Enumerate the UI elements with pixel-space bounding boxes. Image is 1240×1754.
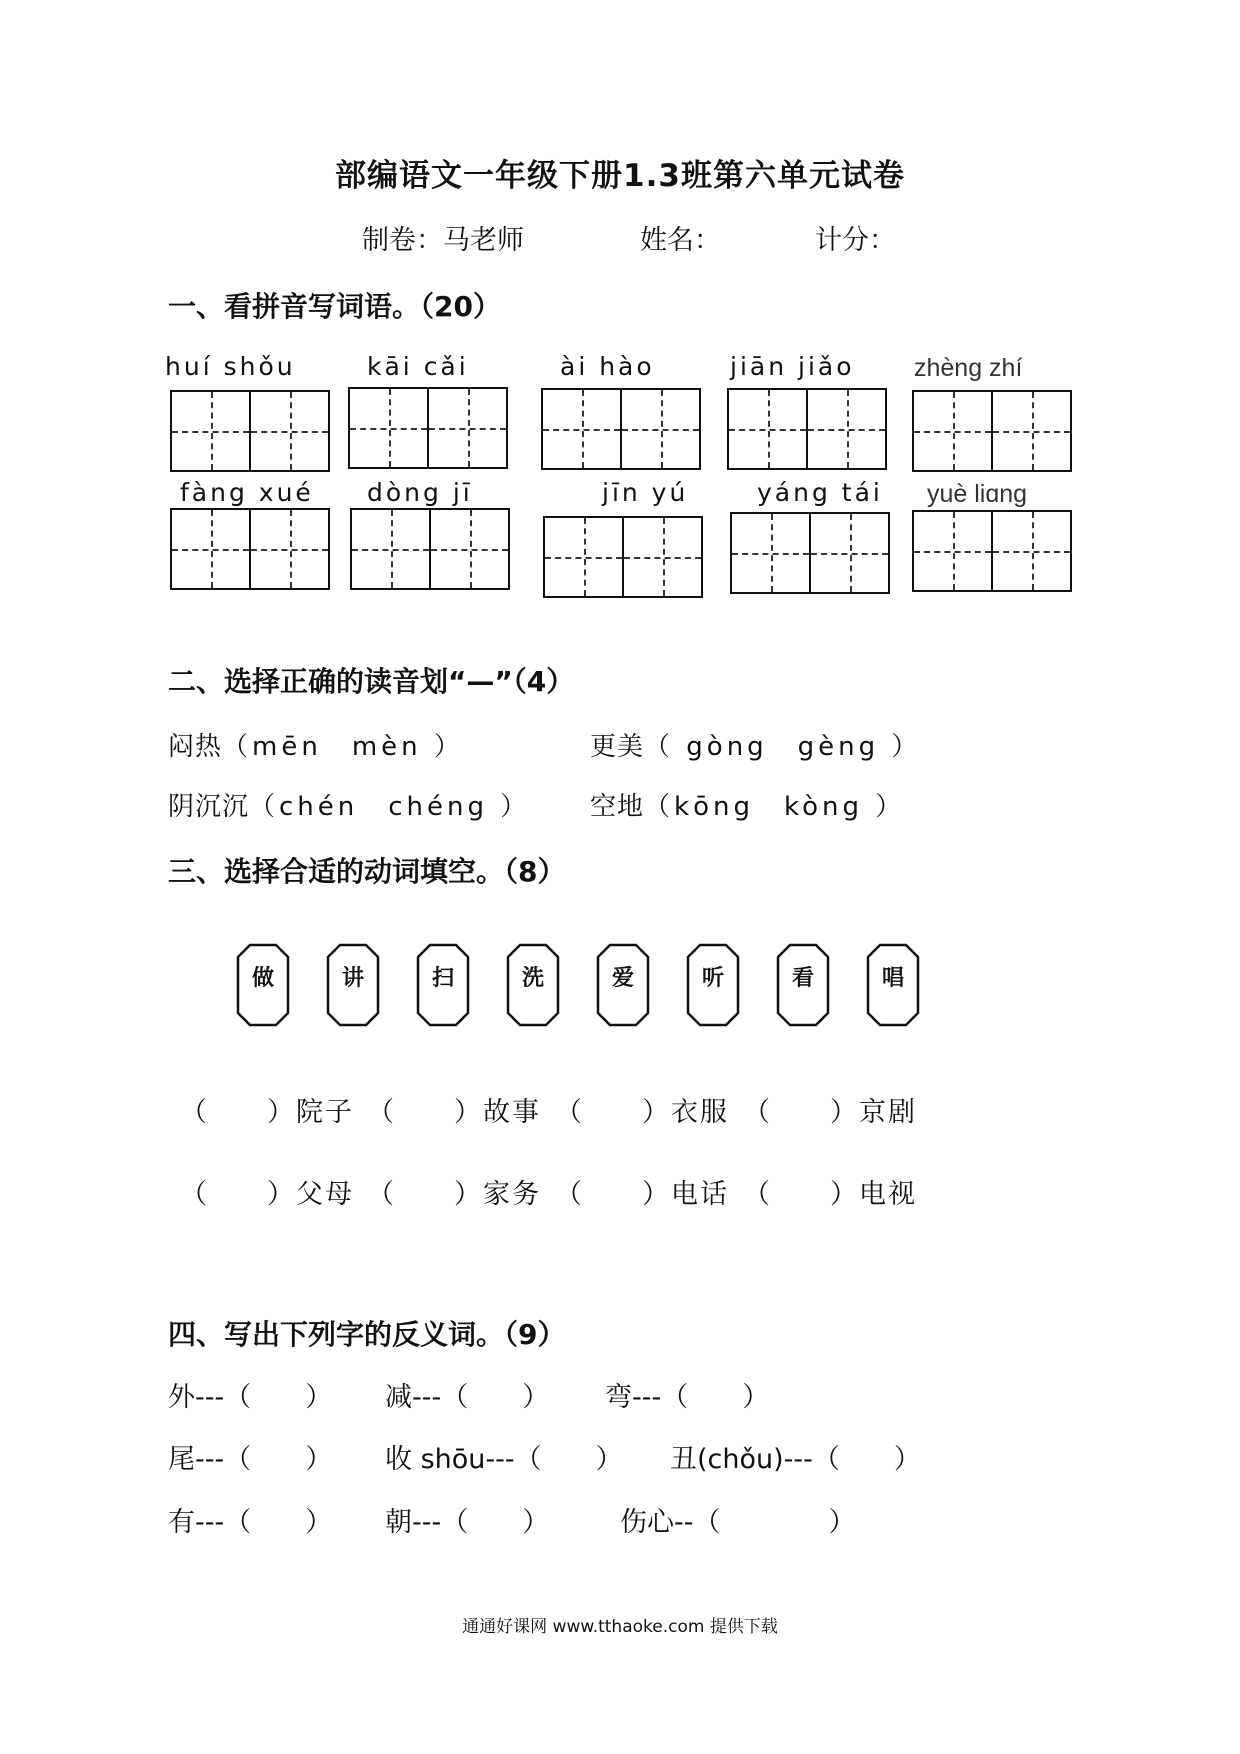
antonym-item[interactable]: 收 shōu---（ ） [385, 1444, 623, 1475]
choice-options[interactable]: （mēn mèn ） [222, 732, 464, 762]
section1-heading: 一、看拼音写词语。（20） [168, 290, 501, 323]
verb-label: 听 [701, 966, 724, 991]
verb-option[interactable] [686, 943, 740, 1027]
antonym-item[interactable]: 外---（ ） [168, 1382, 333, 1413]
section3-heading: 三、选择合适的动词填空。（8） [168, 855, 566, 888]
fill-blank[interactable]: （ ）院子 [180, 1097, 354, 1128]
pinyin-label: ài hào [560, 352, 655, 381]
reading-choice [590, 726, 921, 763]
writing-grid[interactable] [912, 510, 1072, 592]
verb-option[interactable] [776, 943, 830, 1027]
antonym-item[interactable]: 有---（ ） [168, 1507, 333, 1538]
writing-grid[interactable] [348, 387, 508, 469]
pinyin-label: fàng xué [180, 478, 314, 507]
pinyin-label: jīn yú [602, 478, 689, 507]
section2-heading: 二、选择正确的读音划“—”（4） [168, 665, 575, 698]
verb-label: 唱 [881, 966, 904, 991]
verb-label: 做 [251, 966, 274, 991]
verb-option[interactable] [596, 943, 650, 1027]
pinyin-label: zhèng zhí [914, 354, 1023, 382]
writing-grid[interactable] [350, 508, 510, 590]
fill-blank[interactable]: （ ）电话 [555, 1179, 729, 1210]
choice-options[interactable]: （chén chéng ） [249, 792, 531, 822]
pinyin-label: jiān jiǎo [730, 352, 855, 381]
choice-options[interactable]: （ gòng gèng ） [644, 732, 922, 762]
pinyin-label: yáng tái [757, 478, 883, 507]
choice-word: 空地 [590, 792, 645, 822]
reading-choice [168, 786, 530, 823]
choice-word: 更美 [590, 732, 645, 762]
verb-option[interactable] [416, 943, 470, 1027]
choice-word: 闷热 [168, 732, 223, 762]
verb-option[interactable] [866, 943, 920, 1027]
fill-blank[interactable]: （ ）电视 [743, 1179, 917, 1210]
choice-word: 阴沉沉 [168, 792, 250, 822]
antonym-item[interactable]: 伤心--（ ） [620, 1507, 856, 1538]
fill-blank[interactable]: （ ）京剧 [743, 1097, 917, 1128]
pinyin-label: huí shǒu [165, 352, 296, 381]
verb-label: 讲 [341, 966, 364, 991]
writing-grid[interactable] [170, 390, 330, 472]
pinyin-label: yuè liɑng [927, 480, 1028, 508]
pinyin-label: dòng jī [367, 478, 473, 507]
verb-option[interactable] [326, 943, 380, 1027]
antonym-item[interactable]: 弯---（ ） [605, 1382, 770, 1413]
author-label: 制卷：马老师 [362, 225, 524, 256]
writing-grid[interactable] [541, 388, 701, 470]
verb-label: 看 [791, 966, 814, 991]
verb-option[interactable] [506, 943, 560, 1027]
section4-heading: 四、写出下列字的反义词。（9） [168, 1318, 566, 1351]
choice-options[interactable]: （kōng kòng ） [644, 792, 906, 822]
name-label: 姓名： [640, 225, 721, 256]
verb-label: 洗 [521, 966, 544, 991]
verb-label: 扫 [431, 966, 454, 991]
antonym-item[interactable]: 减---（ ） [385, 1382, 550, 1413]
writing-grid[interactable] [727, 388, 887, 470]
footer-credit: 通通好课网 www.tthaoke.com 提供下载 [462, 1617, 778, 1637]
fill-blank[interactable]: （ ）父母 [180, 1179, 354, 1210]
pinyin-label: kāi cǎi [367, 352, 469, 381]
reading-choice [168, 726, 464, 763]
fill-blank[interactable]: （ ）家务 [367, 1179, 541, 1210]
fill-blank[interactable]: （ ）故事 [367, 1097, 541, 1128]
reading-choice [590, 786, 905, 823]
antonym-item[interactable]: 丑(chǒu)---（ ） [670, 1444, 921, 1475]
score-label: 计分： [815, 225, 896, 256]
writing-grid[interactable] [730, 512, 890, 594]
writing-grid[interactable] [912, 390, 1072, 472]
verb-label: 爱 [611, 966, 634, 991]
antonym-item[interactable]: 尾---（ ） [168, 1444, 333, 1475]
antonym-item[interactable]: 朝---（ ） [385, 1507, 550, 1538]
writing-grid[interactable] [170, 508, 330, 590]
writing-grid[interactable] [543, 516, 703, 598]
verb-option[interactable] [236, 943, 290, 1027]
page-title: 部编语文一年级下册1.3班第六单元试卷 [335, 158, 905, 194]
fill-blank[interactable]: （ ）衣服 [555, 1097, 729, 1128]
